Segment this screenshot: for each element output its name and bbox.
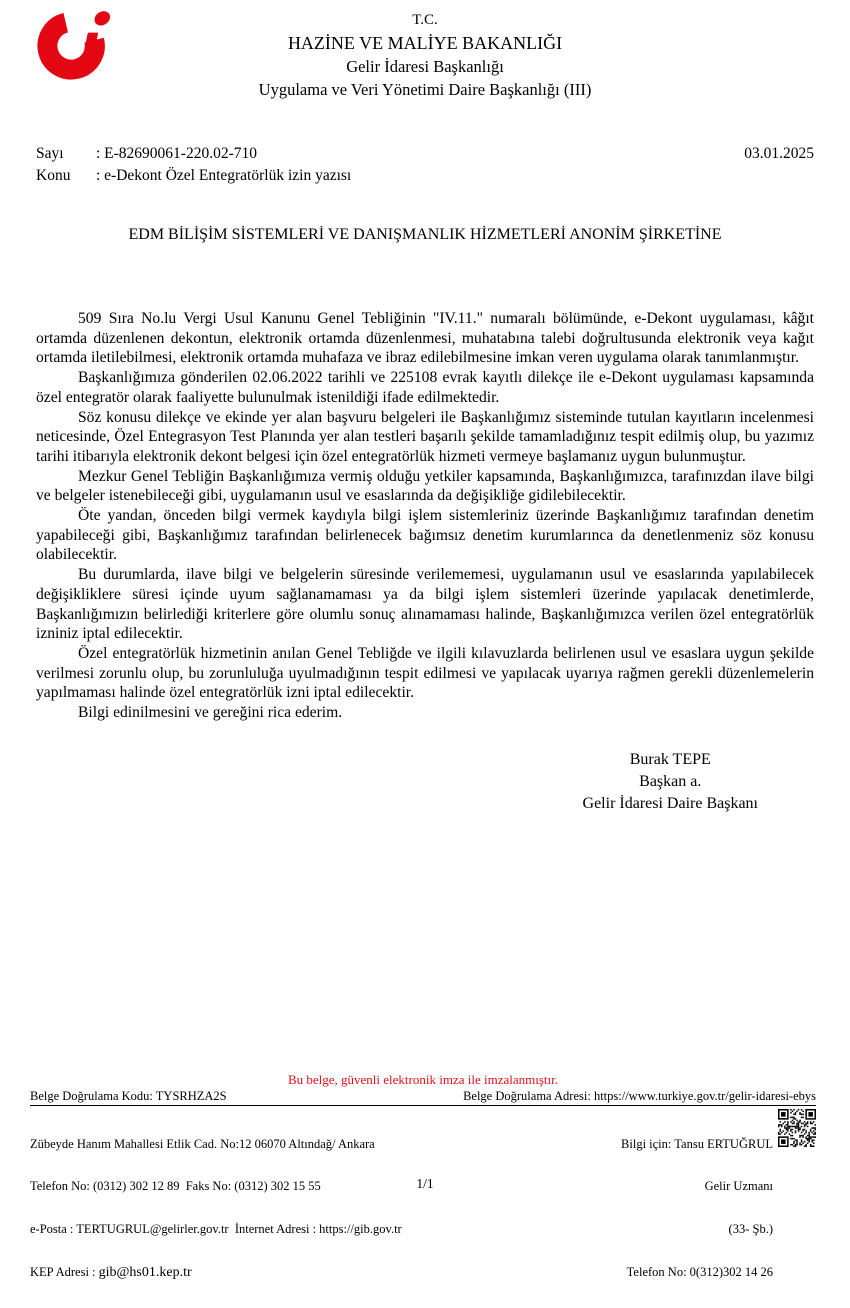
- recipient-line: EDM BİLİŞİM SİSTEMLERİ VE DANIŞMANLIK HİZMETLERİ ANONİM ŞİRKETİNE: [128, 226, 722, 243]
- body-paragraph: Öte yandan, önceden bilgi vermek kaydıyla bilgi işlem sistemleriniz üzerinde Başkanlığımız tarafından denetim yapabileceği gibi, Başkanlığımız tarafından belirlenecek bağımsız denetim kurumlarınca da denetlenmeniz söz konusu olabilecektir.: [36, 507, 814, 564]
- department-name: Uygulama ve Veri Yönetimi Daire Başkanlığı (III): [258, 80, 592, 99]
- verification-code: Belge Doğrulama Kodu: TYSRHZA2S: [30, 1089, 227, 1104]
- body-paragraph: Mezkur Genel Tebliğin Başkanlığımıza vermiş olduğu yetkiler kapsamında, Başkanlığımızca, tarafınızdan ilave bilgi ve belgeler istenebileceği gibi, uygulamanın usul ve esaslarında da değişikliğe gidilebilecektir.: [36, 467, 814, 505]
- contact-title: Gelir Uzmanı: [704, 1179, 773, 1194]
- konu-label: Konu: [36, 167, 71, 184]
- page-number: 1/1: [416, 1176, 434, 1191]
- document-meta: [36, 143, 814, 187]
- office-email-web-line: e-Posta : TERTUGRUL@gelirler.gov.tr İnternet Adresi : https://gib.gov.tr: [30, 1222, 402, 1237]
- office-contact-block: [30, 1108, 402, 1308]
- body-paragraph: Söz konusu dilekçe ve ekinde yer alan başvuru belgeleri ile Başkanlığımız sisteminde tutulan kayıtların incelenmesi neticesinde, Özel Entegrasyon Test Planında yer alan testleri başarılı şekilde tamamladığınız tespit edilmiş olup, bu yazımız tarihi itibarıyla elektronik dekont belgesi için özel entegratörlük hizmeti vermeye başlamanız uygun bulunmuştur.: [36, 408, 814, 465]
- kep-label: KEP Adresi :: [30, 1264, 99, 1279]
- body-paragraph: Özel entegratörlük hizmetinin anılan Genel Tebliğde ve ilgili kılavuzlarda belirlenen usul ve esaslara uygun şekilde verilmesi zorunlu olup, bu zorunluluğa uyulmadığının tespit edilmesi ve yapılacak uyarıya rağmen gerekli düzenlemelerin yapılmaması halinde özel entegratörlük izni iptal edilecektir.: [36, 644, 814, 702]
- administration-name: Gelir İdaresi Başkanlığı: [346, 57, 504, 76]
- signatory-name: Burak TEPE: [629, 750, 711, 768]
- office-address-line: Zübeyde Hanım Mahallesi Etlik Cad. No:12 06070 Altındağ/ Ankara: [30, 1136, 375, 1151]
- ministry-name: HAZİNE VE MALİYE BAKANLIĞI: [287, 33, 563, 53]
- body-paragraph: Başkanlığımıza gönderilen 02.06.2022 tarihli ve 225108 evrak kayıtlı dilekçe ile e-Dekont uygulaması kapsamında özel entegratör olarak faaliyette bulunulmak istenildiği ifade edilmektedir.: [36, 369, 814, 406]
- signature-block: [583, 749, 758, 815]
- signatory-department: Gelir İdaresi Daire Başkanı: [582, 794, 758, 812]
- document-date: 03.01.2025: [744, 145, 814, 162]
- konu-value: : e-Dekont Özel Entegratörlük izin yazısı: [96, 167, 352, 184]
- body-paragraph: 509 Sıra No.lu Vergi Usul Kanunu Genel Tebliğinin "IV.11." numaralı bölümünde, e-Dekont uygulaması, kâğıt ortamda düzenlenen dekontun, elektronik ortamda düzenlenmesi, muhatabına talebi doğrultusunda elektronik veya kağıt ortamda iletilebilmesi, elektronik ortamda muhafaza ve ibraz edilebilmesine imkan veren uygulama olarak tanımlanmıştır.: [36, 310, 814, 367]
- contact-person-block: [621, 1108, 816, 1308]
- verification-address: Belge Doğrulama Adresi: https://www.turkiye.gov.tr/gelir-idaresi-ebys: [463, 1089, 816, 1104]
- body-paragraph: Bilgi edinilmesini ve gereğini rica ederim.: [78, 704, 343, 722]
- sayi-label: Sayı: [36, 145, 64, 162]
- sayi-value: : E-82690061-220.02-710: [96, 145, 258, 162]
- qr-code-icon: [778, 1109, 816, 1147]
- contact-phone: Telefon No: 0(312)302 14 26: [626, 1264, 773, 1279]
- gib-logo-icon: [37, 3, 111, 83]
- letterhead: [0, 0, 850, 101]
- verification-row: [30, 1089, 816, 1106]
- signatory-title: Başkan a.: [639, 772, 702, 790]
- body-paragraph: Bu durumlarda, ilave bilgi ve belgelerin süresinde verilememesi, uygulamanın usul ve esaslarında yapılabilecek değişikliklere süresi içinde uyum sağlanamaması ya da bilgi işlem sistemleri üzerinde yapılacak denetimlerde, Başkanlığımızın belirlediği kriterlere göre olumlu sonuç alınamaması halinde, Başkanlığımızca verilen özel entegratörlük izniniz iptal edilecektir.: [36, 566, 814, 643]
- office-phone-fax-line: Telefon No: (0312) 302 12 89 Faks No: (0312) 302 15 55: [30, 1179, 321, 1194]
- kep-value: gib@hs01.kep.tr: [98, 1264, 192, 1280]
- esign-notice: Bu belge, güvenli elektronik imza ile imzalanmıştır.: [287, 1072, 559, 1087]
- contact-name: Bilgi için: Tansu ERTUĞRUL: [621, 1136, 773, 1151]
- kep-address-line: [30, 1265, 402, 1280]
- republic-label: T.C.: [412, 12, 438, 28]
- konu-row: [36, 165, 814, 187]
- sayi-row: [36, 143, 814, 165]
- letter-body: [36, 309, 814, 723]
- contact-unit: (33- Şb.): [728, 1222, 773, 1237]
